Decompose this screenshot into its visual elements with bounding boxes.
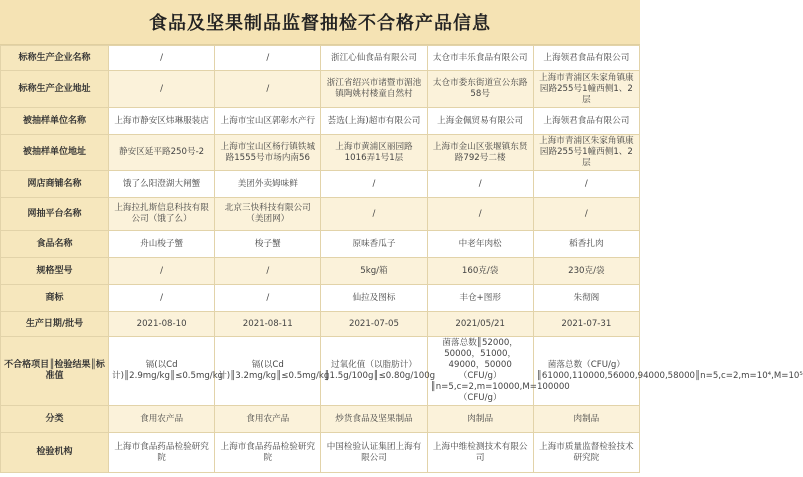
row-label: 网抽平台名称 <box>1 198 109 231</box>
table-cell: 上海市青浦区朱家角镇康园路255号1幢西侧1、2层 <box>533 71 639 108</box>
table-cell: 上海市黄浦区丽园路1016弄1号1层 <box>321 135 427 171</box>
row-label: 被抽样单位名称 <box>1 108 109 135</box>
product-info-table <box>0 45 803 473</box>
table-cell: 丰仓+图形 <box>427 285 533 312</box>
table-cell: 5kg/箱 <box>321 258 427 285</box>
table-cell: / <box>109 258 215 285</box>
page-title: 食品及坚果制品监督抽检不合格产品信息 <box>0 0 640 45</box>
table-cell: / <box>215 258 321 285</box>
table-cell: 菌落总数（CFU/g）║61000,110000,56000,94000,58000║n=5,c=2,m=10⁴,M=10⁵ <box>533 337 639 406</box>
table-cell: 上海市青浦区朱家角镇康园路255号1幢西侧1、2层 <box>533 135 639 171</box>
row-label: 标称生产企业地址 <box>1 71 109 108</box>
table-cell: 上海市食品药品检验研究院 <box>215 433 321 473</box>
table-cell: 160克/袋 <box>427 258 533 285</box>
table-row <box>1 231 640 258</box>
table-cell: / <box>215 71 321 108</box>
table-cell: 炒货食品及坚果制品 <box>321 406 427 433</box>
table-cell: 上海市质量监督检验技术研究院 <box>533 433 639 473</box>
row-label: 商标 <box>1 285 109 312</box>
row-label: 分类 <box>1 406 109 433</box>
table-cell: / <box>427 171 533 198</box>
table-cell: 过氧化值（以脂肪计）║1.5g/100g║≤0.80g/100g <box>321 337 427 406</box>
table-cell: 上海领君食品有限公司 <box>533 46 639 71</box>
table-cell: 食用农产品 <box>215 406 321 433</box>
table-cell: / <box>109 46 215 71</box>
table-row <box>1 108 640 135</box>
table-cell: 浙江省绍兴市诸暨市湄池镇陶姚村楼童自然村 <box>321 71 427 108</box>
table-cell: / <box>109 285 215 312</box>
table-cell: 仙拉及图标 <box>321 285 427 312</box>
table-cell: 2021/05/21 <box>427 312 533 337</box>
table-cell: 上海市金山区张堰镇东贤路792号二楼 <box>427 135 533 171</box>
table-cell: 上海中维检测技术有限公司 <box>427 433 533 473</box>
table-cell: 菌落总数║52000，50000，51000，49000，50000（CFU/g）║n=5,c=2,m=10000,M=100000（CFU/g） <box>427 337 533 406</box>
table-cell: / <box>215 46 321 71</box>
table-cell: 肉制品 <box>427 406 533 433</box>
table-cell: 浙江心仙食品有限公司 <box>321 46 427 71</box>
table-cell: / <box>533 198 639 231</box>
table-cell: 镉(以Cd计)║3.2mg/kg║≤0.5mg/kg <box>215 337 321 406</box>
table-cell: 上海市静安区炜琳服装店 <box>109 108 215 135</box>
row-label: 规格型号 <box>1 258 109 285</box>
table-row <box>1 46 640 71</box>
table-cell: 舟山梭子蟹 <box>109 231 215 258</box>
table-cell: / <box>427 198 533 231</box>
table-cell: 上海金佩贸易有限公司 <box>427 108 533 135</box>
table-cell: 上海市宝山区郭彰水产行 <box>215 108 321 135</box>
row-label: 标称生产企业名称 <box>1 46 109 71</box>
table-cell: / <box>321 198 427 231</box>
table-cell: 230克/袋 <box>533 258 639 285</box>
table-cell: 太仓市丰乐食品有限公司 <box>427 46 533 71</box>
row-label: 生产日期/批号 <box>1 312 109 337</box>
table-row <box>1 312 640 337</box>
table-row <box>1 171 640 198</box>
table-cell: 北京三快科技有限公司（美团网） <box>215 198 321 231</box>
table-row <box>1 135 640 171</box>
table-cell: 静安区延平路250号-2 <box>109 135 215 171</box>
table-cell: 梭子蟹 <box>215 231 321 258</box>
table-row <box>1 406 640 433</box>
table-row <box>1 285 640 312</box>
table-cell: 饿了么阳澄湖大闸蟹 <box>109 171 215 198</box>
table-row <box>1 258 640 285</box>
table-cell: 上海拉扎斯信息科技有限公司（饿了么） <box>109 198 215 231</box>
table-cell: 上海领君食品有限公司 <box>533 108 639 135</box>
table-cell: / <box>215 285 321 312</box>
table-cell: 稻香扎肉 <box>533 231 639 258</box>
table-cell: 上海市宝山区杨行镇铁城路1555号市场内南56 <box>215 135 321 171</box>
table-cell: 中老年肉松 <box>427 231 533 258</box>
table-cell: 食用农产品 <box>109 406 215 433</box>
table-cell: 2021-08-10 <box>109 312 215 337</box>
row-label: 检验机构 <box>1 433 109 473</box>
table-cell: 2021-08-11 <box>215 312 321 337</box>
table-cell: 太仓市娄东街道宣公东路58号 <box>427 71 533 108</box>
table-row <box>1 433 640 473</box>
table-cell: 肉制品 <box>533 406 639 433</box>
table-row <box>1 71 640 108</box>
table-cell: 荟选(上海)超市有限公司 <box>321 108 427 135</box>
table-row <box>1 198 640 231</box>
table-cell: 上海市食品药品检验研究院 <box>109 433 215 473</box>
row-label: 网店商铺名称 <box>1 171 109 198</box>
table-cell: 朱彻阁 <box>533 285 639 312</box>
row-label: 食品名称 <box>1 231 109 258</box>
table-cell: / <box>533 171 639 198</box>
table-cell: 中国检验认证集团上海有限公司 <box>321 433 427 473</box>
row-label: 不合格项目║检验结果║标准值 <box>1 337 109 406</box>
table-cell: 美团外卖姆味鲜 <box>215 171 321 198</box>
table-row <box>1 337 640 406</box>
table-cell: 原味香瓜子 <box>321 231 427 258</box>
table-cell: 镉(以Cd计)║2.9mg/kg║≤0.5mg/kg <box>109 337 215 406</box>
table-cell: 2021-07-05 <box>321 312 427 337</box>
row-label: 被抽样单位地址 <box>1 135 109 171</box>
table-cell: 2021-07-31 <box>533 312 639 337</box>
table-cell: / <box>321 171 427 198</box>
table-cell: / <box>109 71 215 108</box>
